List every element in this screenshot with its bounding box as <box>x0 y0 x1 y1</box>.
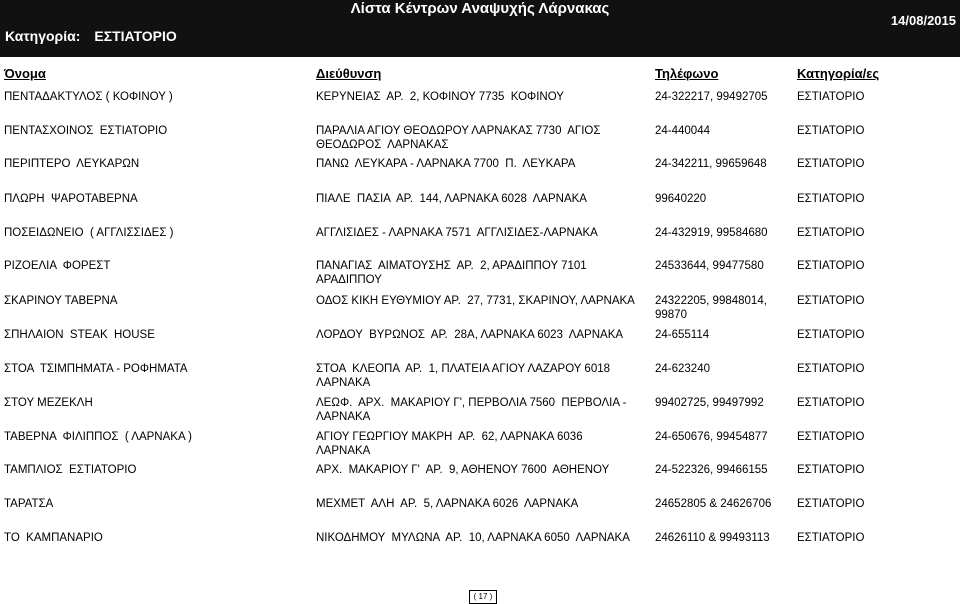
row-name: ΣΚΑΡΙΝΟΥ ΤΑΒΕΡΝΑ <box>4 295 118 307</box>
row-address: ΝΙΚΟΔΗΜΟΥ ΜΥΛΩΝΑ ΑΡ. 10, ΛΑΡΝΑΚΑ 6050 ΛΑΡΝΑΚΑ <box>316 532 630 544</box>
row-name: ΤΑΒΕΡΝΑ ΦΙΛΙΠΠΟΣ ( ΛΑΡΝΑΚΑ ) <box>4 431 193 443</box>
column-header-category: Κατηγορία/ες <box>797 66 880 81</box>
row-category: ΕΣΤΙΑΤΟΡΙΟ <box>797 397 865 409</box>
row-name: ΠΕΝΤΑΔΑΚΤΥΛΟΣ ( ΚΟΦΙΝΟΥ ) <box>4 91 173 103</box>
row-name: ΣΤΟΑ ΤΣΙΜΠΗΜΑΤΑ - ΡΟΦΗΜΑΤΑ <box>4 363 188 375</box>
row-address: ΑΡΧ. ΜΑΚΑΡΙΟΥ Γ' ΑΡ. 9, ΑΘΗΕΝΟΥ 7600 ΑΘΗΕΝΟΥ <box>316 464 610 476</box>
row-phone: 24652805 & 24626706 <box>655 498 772 510</box>
row-category: ΕΣΤΙΑΤΟΡΙΟ <box>797 193 865 205</box>
report-date: 14/08/2015 <box>890 13 956 28</box>
row-address: ΑΓΙΟΥ ΓΕΩΡΓΙΟΥ ΜΑΚΡΗ ΑΡ. 62, ΛΑΡΝΑΚΑ 6036 ΛΑΡΝΑΚΑ <box>316 431 589 457</box>
row-name: ΤΑΡΑΤΣΑ <box>4 498 54 510</box>
row-name: ΠΕΡΙΠΤΕΡΟ ΛΕΥΚΑΡΩΝ <box>4 158 140 170</box>
row-phone: 99402725, 99497992 <box>655 397 764 409</box>
row-category: ΕΣΤΙΑΤΟΡΙΟ <box>797 532 865 544</box>
column-header-phone: Τηλέφωνο <box>655 66 719 81</box>
row-address: ΠΙΑΛΕ ΠΑΣΙΑ ΑΡ. 144, ΛΑΡΝΑΚΑ 6028 ΛΑΡΝΑΚΑ <box>316 193 587 205</box>
category-value: ΕΣΤΙΑΤΟΡΙΟ <box>94 28 177 44</box>
row-phone: 24626110 & 99493113 <box>655 532 770 544</box>
row-category: ΕΣΤΙΑΤΟΡΙΟ <box>797 125 865 137</box>
row-phone: 24533644, 99477580 <box>655 260 764 272</box>
row-phone: 99640220 <box>655 193 707 205</box>
row-category: ΕΣΤΙΑΤΟΡΙΟ <box>797 227 865 239</box>
row-address: ΛΟΡΔΟΥ ΒΥΡΩΝΟΣ ΑΡ. 28Α, ΛΑΡΝΑΚΑ 6023 ΛΑΡΝΑΚΑ <box>316 329 624 341</box>
row-phone: 24-650676, 99454877 <box>655 431 768 443</box>
row-phone: 24-432919, 99584680 <box>655 227 768 239</box>
row-category: ΕΣΤΙΑΤΟΡΙΟ <box>797 464 865 476</box>
row-address: ΠΑΝΑΓΙΑΣ ΑΙΜΑΤΟΥΣΗΣ ΑΡ. 2, ΑΡΑΔΙΠΠΟΥ 7101 ΑΡΑΔΙΠΠΟΥ <box>316 260 593 286</box>
column-header-address: Διεύθυνση <box>316 66 382 81</box>
column-header-name: Όνομα <box>4 66 46 81</box>
row-phone: 24-623240 <box>655 363 710 375</box>
report-header <box>0 0 960 57</box>
row-name: ΣΠΗΛΑΙΟΝ STEAK HOUSE <box>4 329 155 341</box>
row-phone: 24-440044 <box>655 125 710 137</box>
row-name: ΠΕΝΤΑΣΧΟΙΝΟΣ ΕΣΤΙΑΤΟΡΙΟ <box>4 125 168 137</box>
row-address: ΚΕΡΥΝΕΙΑΣ ΑΡ. 2, ΚΟΦΙΝΟΥ 7735 ΚΟΦΙΝΟΥ <box>316 91 564 103</box>
row-category: ΕΣΤΙΑΤΟΡΙΟ <box>797 295 865 307</box>
row-phone: 24322205, 99848014, 99870 <box>655 295 771 321</box>
row-name: ΤΑΜΠΛΙΟΣ ΕΣΤΙΑΤΟΡΙΟ <box>4 464 137 476</box>
row-address: ΠΑΝΩ ΛΕΥΚΑΡΑ - ΛΑΡΝΑΚΑ 7700 Π. ΛΕΥΚΑΡΑ <box>316 158 576 170</box>
row-category: ΕΣΤΙΑΤΟΡΙΟ <box>797 329 865 341</box>
row-address: ΛΕΩΦ. ΑΡΧ. ΜΑΚΑΡΙΟΥ Γ', ΠΕΡΒΟΛΙΑ 7560 ΠΕΡΒΟΛΙΑ - ΛΑΡΝΑΚΑ <box>316 397 633 423</box>
row-name: ΠΛΩΡΗ ΨΑΡΟΤΑΒΕΡΝΑ <box>4 193 138 205</box>
row-category: ΕΣΤΙΑΤΟΡΙΟ <box>797 498 865 510</box>
report-title: Λίστα Κέντρων Αναψυχής Λάρνακας <box>350 0 610 17</box>
row-category: ΕΣΤΙΑΤΟΡΙΟ <box>797 431 865 443</box>
row-name: ΡΙΖΟΕΛΙΑ ΦΟΡΕΣΤ <box>4 260 111 272</box>
row-name: ΣΤΟΥ ΜΕΖΕΚΛΗ <box>4 397 93 409</box>
row-phone: 24-342211, 99659648 <box>655 158 767 170</box>
row-address: ΠΑΡΑΛΙΑ ΑΓΙΟΥ ΘΕΟΔΩΡΟΥ ΛΑΡΝΑΚΑΣ 7730 ΑΓΙΟΣ ΘΕΟΔΩΡΟΣ ΛΑΡΝΑΚΑΣ <box>316 125 604 151</box>
row-category: ΕΣΤΙΑΤΟΡΙΟ <box>797 363 865 375</box>
row-address: ΣΤΟΑ ΚΛΕΟΠΑ ΑΡ. 1, ΠΛΑΤΕΙΑ ΑΓΙΟΥ ΛΑΖΑΡΟΥ 6018 ΛΑΡΝΑΚΑ <box>316 363 616 389</box>
row-address: ΑΓΓΛΙΣΙΔΕΣ - ΛΑΡΝΑΚΑ 7571 ΑΓΓΛΙΣΙΔΕΣ-ΛΑΡΝΑΚΑ <box>316 227 598 239</box>
row-phone: 24-655114 <box>655 329 710 341</box>
row-name: ΤΟ ΚΑΜΠΑΝΑΡΙΟ <box>4 532 103 544</box>
row-phone: 24-522326, 99466155 <box>655 464 768 476</box>
row-name: ΠΟΣΕΙΔΩΝΕΙΟ ( ΑΓΓΛΙΣΣΙΔΕΣ ) <box>4 227 174 239</box>
row-category: ΕΣΤΙΑΤΟΡΙΟ <box>797 260 865 272</box>
row-address: ΟΔΟΣ ΚΙΚΗ ΕΥΘΥΜΙΟΥ ΑΡ. 27, 7731, ΣΚΑΡΙΝΟΥ, ΛΑΡΝΑΚΑ <box>316 295 635 307</box>
category-label: Κατηγορία: <box>5 28 81 44</box>
row-phone: 24-322217, 99492705 <box>655 91 768 103</box>
row-address: ΜΕΧΜΕΤ ΑΛΗ ΑΡ. 5, ΛΑΡΝΑΚΑ 6026 ΛΑΡΝΑΚΑ <box>316 498 579 510</box>
category-filter <box>5 28 177 44</box>
page-number: ( 17 ) <box>469 590 497 604</box>
row-category: ΕΣΤΙΑΤΟΡΙΟ <box>797 91 865 103</box>
row-category: ΕΣΤΙΑΤΟΡΙΟ <box>797 158 865 170</box>
